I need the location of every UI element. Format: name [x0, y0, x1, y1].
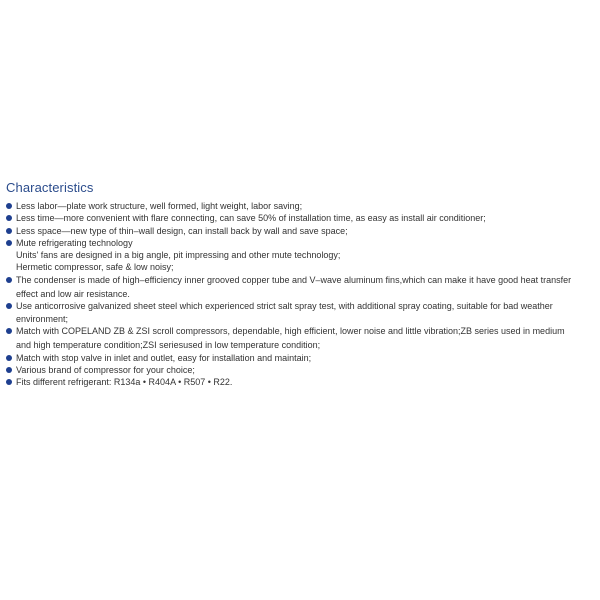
item-text-continued: environment; [16, 313, 69, 324]
item-text-continued: and high temperature condition;ZSI seriesused in low temperature condition; [16, 340, 321, 351]
list-item [6, 300, 596, 325]
list-item [6, 376, 596, 388]
section-title: Characteristics [6, 180, 94, 195]
characteristics-section [6, 180, 596, 388]
item-text: Match with stop valve in inlet and outlet, easy for installation and maintain; [16, 352, 312, 363]
bullet-dot-icon [6, 367, 12, 373]
list-item [6, 237, 596, 274]
bullet-dot-icon [6, 240, 12, 246]
item-text: Less space—new type of thin–wall design, can install back by wall and save space; [16, 225, 348, 236]
bullet-dot-icon [6, 215, 12, 221]
list-item [6, 352, 596, 364]
item-text: Less labor—plate work structure, well formed, light weight, labor saving; [16, 201, 303, 211]
item-text: Various brand of compressor for your choice; [16, 364, 195, 375]
item-text-continued: Units' fans are designed in a big angle, pit impressing and other mute technology; [16, 250, 341, 261]
list-item [6, 325, 596, 352]
characteristics-list [6, 200, 596, 388]
item-text: Less time—more convenient with flare connecting, can save 50% of installation time, as easy as install air conditioner; [16, 213, 486, 224]
bullet-dot-icon [6, 203, 12, 209]
bullet-dot-icon [6, 228, 12, 234]
list-item [6, 274, 596, 301]
bullet-dot-icon [6, 328, 12, 334]
list-item [6, 225, 596, 237]
item-text: Match with COPELAND ZB & ZSI scroll compressors, dependable, high efficient, lower noise and little vibration;ZB series used in medium [16, 325, 565, 336]
item-text: The condenser is made of high–efficiency inner grooved copper tube and V–wave aluminum fins,which can make it have good heat transfer [16, 274, 572, 285]
list-item [6, 212, 596, 224]
item-text: Use anticorrosive galvanized sheet steel which experienced strict salt spray test, with additional spray coating, suitable for bad weather [16, 301, 553, 312]
bullet-dot-icon [6, 379, 12, 385]
list-item [6, 364, 596, 376]
item-text-continued: effect and low air resistance. [16, 289, 130, 300]
bullet-dot-icon [6, 303, 12, 309]
list-item [6, 200, 596, 212]
item-text-continued: Hermetic compressor, safe & low noisy; [16, 262, 174, 273]
bullet-dot-icon [6, 355, 12, 361]
item-text: Fits different refrigerant: R134a • R404A • R507 • R22. [16, 377, 233, 388]
item-text: Mute refrigerating technology [16, 237, 133, 248]
bullet-dot-icon [6, 277, 12, 283]
